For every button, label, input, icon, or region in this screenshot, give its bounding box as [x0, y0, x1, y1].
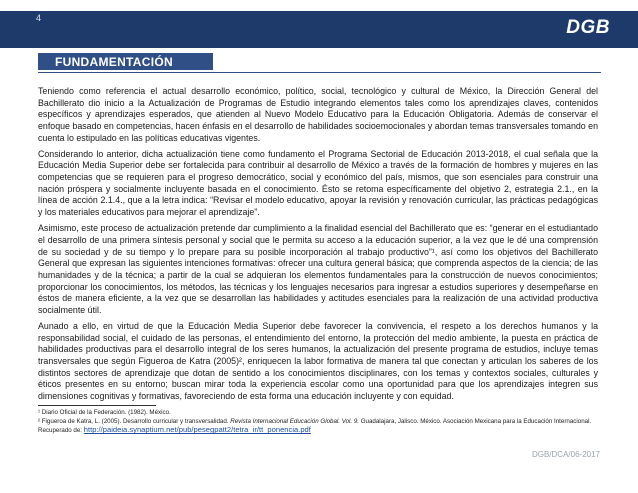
paragraph-4: Aunado a ello, en virtud de que la Educación Media Superior debe favorecer la convivencia, el respeto a los derechos humanos y la responsabilidad social, el cuidado de las personas, el entendimiento del entorno, la protección del medio ambiente, la puesta en práctica de habilidades productivas para el desarrollo integral de los seres humanos, la actualización del presente programa de estudios, incluye temas transversales que según Figueroa de Katra (2005)², enriquecen la labor formativa de manera tal que conectan y articulan los saberes de los distintos sectores de aprendizaje que dotan de sentido a los conocimientos disciplinares, con los temas y contextos sociales, culturales y éticos presentes en su entorno; buscan mirar toda la experiencia escolar como una oportunidad para que los aprendizajes integren sus dimensiones cognitivas y formativas, favoreciendo de esta forma una educación incluyente y con equidad. — [38, 320, 598, 401]
footnote-1: ¹ Diario Oficial de la Federación. (1982). México. — [38, 409, 171, 416]
paragraph-1: Teniendo como referencia el actual desarrollo económico, político, social, tecnológico y cultural de México, la Dirección General del Bachillerato dio inicio a la Actualización de Programas de Estudio integrando elementos tales como los aprendizajes claves, contenidos específicos y aprendizajes esperados, que atienden al Nuevo Modelo Educativo para la Educación Obligatoria. Además de conservar el enfoque basado en competencias, hacen énfasis en el desarrollo de habilidades socioemocionales y abordan temas transversales tomando en cuenta lo estipulado en las políticas educativas vigentes. — [38, 86, 598, 143]
paragraph-2: Considerando lo anterior, dicha actualización tiene como fundamento el Programa Sectorial de Educación 2013-2018, el cual señala que la Educación Media Superior debe ser fortalecida para contribuir al desarrollo de México a través de la formación de hombres y mujeres en las competencias que se requieren para el progreso democrático, social y económico del país, mismos, que son esenciales para construir una nación próspera y socialmente incluyente basada en el conocimiento. Ésto se retoma específicamente del objetivo 2, estrategia 2.1., en la línea de acción 2.1.4., que a la letra indica: “Revisar el modelo educativo, apoyar la revisión y renovación curricular, las prácticas pedagógicas y los materiales educativos para mejorar el aprendizaje”. — [38, 148, 598, 218]
footnote-2-text: ² Figueroa de Katra, L. (2005). Desarrollo curricular y transversalidad. — [38, 417, 229, 425]
section-title: FUNDAMENTACIÓN — [55, 55, 173, 69]
header-bar — [0, 11, 638, 48]
footnote-2 — [38, 418, 598, 436]
title-divider — [38, 72, 601, 73]
footnote-2-text-cont: Guadalajara, Jalisco. México. Asociación Mexicana para la Educación Internacional. Recuperado de: — [38, 417, 592, 435]
footnote-2-journal: Revista Internacional Educación Global. Vol. 9. — [230, 417, 360, 425]
footnote-divider — [38, 405, 156, 406]
footnotes — [38, 409, 598, 436]
page-number: 4 — [36, 13, 42, 23]
body-text — [38, 86, 598, 407]
paragraph-3: Asimismo, este proceso de actualización pretende dar cumplimiento a la finalidad esencial del Bachillerato que es: “generar en el estudiantado el desarrollo de una primera síntesis personal y social que le permita su acceso a la educación superior, a la vez que le dé una comprensión de su sociedad y de su tiempo y lo prepare para su posible incorporación al trabajo productivo”¹, así como los objetivos del Bachillerato General que expresan las siguientes intenciones formativas: ofrecer una cultura general básica; que comprenda aspectos de la ciencia; de las humanidades y de la técnica; a partir de la cual se adquieran los elementos fundamentales para la construcción de nuevos conocimientos; proporcionar los conocimientos, los métodos, las técnicas y los lenguajes necesarios para ingresar a estudios superiores y desempeñarse en éstos de manera eficiente, a la vez que se desarrollan las habilidades y actitudes esenciales para la realización de una actividad productiva socialmente útil. — [38, 223, 598, 315]
document-code: DGB/DCA/06-2017 — [531, 450, 600, 459]
dgb-logo: DGB — [566, 17, 610, 38]
footnote-2-link[interactable]: http://paideia.synaptium.net/pub/pesegpatt2/tetra_ir/tt_ponencia.pdf — [83, 425, 311, 435]
